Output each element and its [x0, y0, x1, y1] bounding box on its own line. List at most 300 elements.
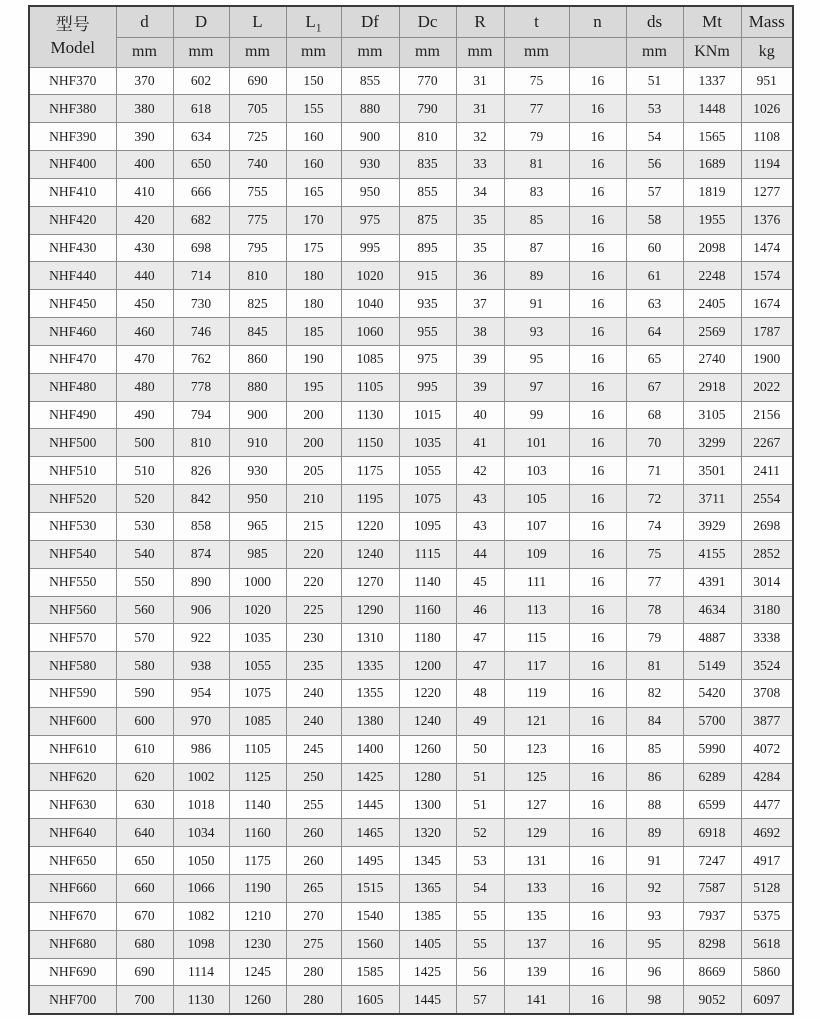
cell-mt: 7587 [683, 874, 741, 902]
cell-ds: 91 [626, 847, 683, 875]
cell-r: 55 [456, 930, 504, 958]
cell-t: 123 [504, 735, 569, 763]
col-unit-mass: kg [741, 37, 793, 67]
cell-dc: 1240 [399, 707, 456, 735]
cell-df: 1270 [341, 568, 399, 596]
cell-r: 43 [456, 513, 504, 541]
cell-d: 858 [173, 513, 229, 541]
cell-ds: 63 [626, 290, 683, 318]
cell-model: NHF700 [29, 986, 116, 1014]
col-unit-n [569, 37, 626, 67]
cell-n: 16 [569, 735, 626, 763]
cell-model: NHF510 [29, 457, 116, 485]
cell-d: 500 [116, 429, 173, 457]
table-row [29, 735, 793, 763]
cell-l1: 190 [286, 345, 341, 373]
cell-d: 650 [173, 151, 229, 179]
cell-df: 1150 [341, 429, 399, 457]
cell-mt: 3501 [683, 457, 741, 485]
cell-r: 49 [456, 707, 504, 735]
cell-df: 1400 [341, 735, 399, 763]
table-row [29, 95, 793, 123]
cell-d: 380 [116, 95, 173, 123]
cell-d: 842 [173, 485, 229, 513]
cell-r: 56 [456, 958, 504, 986]
table-row [29, 318, 793, 346]
col-unit-l: mm [229, 37, 286, 67]
cell-mass: 5860 [741, 958, 793, 986]
cell-ds: 65 [626, 345, 683, 373]
cell-dc: 1425 [399, 958, 456, 986]
cell-d: 746 [173, 318, 229, 346]
cell-d: 650 [116, 847, 173, 875]
cell-d: 400 [116, 151, 173, 179]
table-row [29, 902, 793, 930]
cell-ds: 96 [626, 958, 683, 986]
cell-n: 16 [569, 318, 626, 346]
cell-l: 690 [229, 67, 286, 95]
cell-t: 119 [504, 680, 569, 708]
cell-d: 1018 [173, 791, 229, 819]
cell-l1: 170 [286, 206, 341, 234]
cell-l: 1000 [229, 568, 286, 596]
cell-l: 1035 [229, 624, 286, 652]
cell-l1: 160 [286, 123, 341, 151]
cell-df: 1560 [341, 930, 399, 958]
cell-model: NHF460 [29, 318, 116, 346]
cell-d: 420 [116, 206, 173, 234]
cell-l: 810 [229, 262, 286, 290]
cell-ds: 98 [626, 986, 683, 1014]
cell-d: 540 [116, 540, 173, 568]
cell-dc: 1220 [399, 680, 456, 708]
cell-mt: 3711 [683, 485, 741, 513]
cell-l: 1055 [229, 652, 286, 680]
col-unit-d: mm [173, 37, 229, 67]
cell-ds: 60 [626, 234, 683, 262]
cell-l: 1175 [229, 847, 286, 875]
cell-ds: 53 [626, 95, 683, 123]
cell-r: 57 [456, 986, 504, 1014]
cell-t: 97 [504, 373, 569, 401]
cell-df: 1540 [341, 902, 399, 930]
cell-l: 985 [229, 540, 286, 568]
cell-l: 1140 [229, 791, 286, 819]
cell-r: 47 [456, 624, 504, 652]
cell-df: 1585 [341, 958, 399, 986]
col-header-n: n [569, 6, 626, 37]
col-unit-d: mm [116, 37, 173, 67]
cell-l1: 175 [286, 234, 341, 262]
cell-ds: 58 [626, 206, 683, 234]
cell-l: 705 [229, 95, 286, 123]
cell-d: 906 [173, 596, 229, 624]
cell-r: 41 [456, 429, 504, 457]
table-row [29, 874, 793, 902]
cell-l: 1210 [229, 902, 286, 930]
cell-model: NHF430 [29, 234, 116, 262]
cell-d: 620 [116, 763, 173, 791]
cell-model: NHF370 [29, 67, 116, 95]
cell-r: 43 [456, 485, 504, 513]
cell-t: 91 [504, 290, 569, 318]
cell-l: 900 [229, 401, 286, 429]
cell-l1: 245 [286, 735, 341, 763]
cell-l: 775 [229, 206, 286, 234]
cell-mass: 2411 [741, 457, 793, 485]
cell-df: 1020 [341, 262, 399, 290]
cell-n: 16 [569, 67, 626, 95]
cell-model: NHF660 [29, 874, 116, 902]
cell-l1: 260 [286, 847, 341, 875]
cell-model: NHF480 [29, 373, 116, 401]
cell-mt: 9052 [683, 986, 741, 1014]
cell-mt: 1955 [683, 206, 741, 234]
table-row [29, 986, 793, 1014]
cell-dc: 1365 [399, 874, 456, 902]
table-row [29, 652, 793, 680]
cell-l: 1105 [229, 735, 286, 763]
cell-model: NHF390 [29, 123, 116, 151]
cell-mt: 2918 [683, 373, 741, 401]
col-header-df: Df [341, 6, 399, 37]
cell-mt: 7937 [683, 902, 741, 930]
cell-mass: 1674 [741, 290, 793, 318]
cell-r: 51 [456, 763, 504, 791]
cell-t: 83 [504, 178, 569, 206]
cell-l: 965 [229, 513, 286, 541]
cell-df: 1605 [341, 986, 399, 1014]
cell-t: 105 [504, 485, 569, 513]
table-row [29, 457, 793, 485]
cell-d: 470 [116, 345, 173, 373]
cell-df: 880 [341, 95, 399, 123]
cell-df: 900 [341, 123, 399, 151]
cell-df: 1310 [341, 624, 399, 652]
cell-d: 580 [116, 652, 173, 680]
cell-ds: 57 [626, 178, 683, 206]
cell-l: 880 [229, 373, 286, 401]
cell-t: 125 [504, 763, 569, 791]
cell-d: 634 [173, 123, 229, 151]
cell-l: 1020 [229, 596, 286, 624]
cell-t: 109 [504, 540, 569, 568]
table-row [29, 707, 793, 735]
cell-df: 1425 [341, 763, 399, 791]
cell-n: 16 [569, 206, 626, 234]
cell-df: 1335 [341, 652, 399, 680]
cell-model: NHF520 [29, 485, 116, 513]
cell-r: 31 [456, 67, 504, 95]
cell-model: NHF450 [29, 290, 116, 318]
cell-d: 440 [116, 262, 173, 290]
cell-model: NHF560 [29, 596, 116, 624]
cell-t: 113 [504, 596, 569, 624]
col-header-r: R [456, 6, 504, 37]
cell-ds: 70 [626, 429, 683, 457]
cell-mass: 4477 [741, 791, 793, 819]
cell-n: 16 [569, 95, 626, 123]
cell-l1: 215 [286, 513, 341, 541]
cell-l1: 155 [286, 95, 341, 123]
cell-d: 874 [173, 540, 229, 568]
cell-df: 995 [341, 234, 399, 262]
col-unit-mt: KNm [683, 37, 741, 67]
cell-n: 16 [569, 874, 626, 902]
cell-t: 93 [504, 318, 569, 346]
cell-t: 89 [504, 262, 569, 290]
cell-r: 35 [456, 234, 504, 262]
cell-l1: 240 [286, 680, 341, 708]
cell-r: 39 [456, 373, 504, 401]
cell-df: 1220 [341, 513, 399, 541]
cell-df: 1445 [341, 791, 399, 819]
cell-r: 34 [456, 178, 504, 206]
cell-r: 37 [456, 290, 504, 318]
cell-ds: 68 [626, 401, 683, 429]
cell-l: 1075 [229, 680, 286, 708]
cell-df: 1175 [341, 457, 399, 485]
cell-mt: 3299 [683, 429, 741, 457]
cell-d: 1050 [173, 847, 229, 875]
cell-n: 16 [569, 596, 626, 624]
cell-n: 16 [569, 123, 626, 151]
cell-d: 480 [116, 373, 173, 401]
cell-ds: 78 [626, 596, 683, 624]
cell-t: 75 [504, 67, 569, 95]
cell-d: 810 [173, 429, 229, 457]
col-unit-r: mm [456, 37, 504, 67]
cell-dc: 1095 [399, 513, 456, 541]
cell-l: 910 [229, 429, 286, 457]
cell-mass: 5128 [741, 874, 793, 902]
cell-dc: 835 [399, 151, 456, 179]
cell-dc: 790 [399, 95, 456, 123]
cell-dc: 855 [399, 178, 456, 206]
cell-model: NHF500 [29, 429, 116, 457]
cell-r: 35 [456, 206, 504, 234]
cell-dc: 1260 [399, 735, 456, 763]
header-label-row [29, 6, 793, 37]
table-row [29, 151, 793, 179]
table-row [29, 819, 793, 847]
cell-mass: 951 [741, 67, 793, 95]
cell-l1: 180 [286, 290, 341, 318]
cell-l: 1260 [229, 986, 286, 1014]
cell-ds: 54 [626, 123, 683, 151]
cell-dc: 1345 [399, 847, 456, 875]
cell-mass: 3877 [741, 707, 793, 735]
cell-ds: 93 [626, 902, 683, 930]
cell-n: 16 [569, 373, 626, 401]
cell-t: 77 [504, 95, 569, 123]
cell-n: 16 [569, 930, 626, 958]
cell-d: 450 [116, 290, 173, 318]
header-model-cn: 型号 [55, 14, 90, 34]
cell-t: 133 [504, 874, 569, 902]
cell-model: NHF440 [29, 262, 116, 290]
cell-n: 16 [569, 958, 626, 986]
col-unit-df: mm [341, 37, 399, 67]
cell-l1: 195 [286, 373, 341, 401]
cell-d: 520 [116, 485, 173, 513]
cell-l1: 210 [286, 485, 341, 513]
cell-model: NHF630 [29, 791, 116, 819]
cell-model: NHF530 [29, 513, 116, 541]
cell-mt: 2098 [683, 234, 741, 262]
cell-l: 740 [229, 151, 286, 179]
col-header-dc: Dc [399, 6, 456, 37]
cell-df: 1085 [341, 345, 399, 373]
cell-t: 101 [504, 429, 569, 457]
table-row [29, 178, 793, 206]
cell-l1: 220 [286, 568, 341, 596]
cell-dc: 1115 [399, 540, 456, 568]
cell-mt: 8298 [683, 930, 741, 958]
cell-dc: 1445 [399, 986, 456, 1014]
cell-mass: 2698 [741, 513, 793, 541]
cell-df: 1105 [341, 373, 399, 401]
cell-l: 1245 [229, 958, 286, 986]
cell-dc: 995 [399, 373, 456, 401]
cell-l1: 275 [286, 930, 341, 958]
col-header-d: D [173, 6, 229, 37]
cell-n: 16 [569, 290, 626, 318]
cell-l: 725 [229, 123, 286, 151]
cell-r: 36 [456, 262, 504, 290]
cell-l1: 205 [286, 457, 341, 485]
cell-dc: 1320 [399, 819, 456, 847]
cell-dc: 915 [399, 262, 456, 290]
cell-d: 490 [116, 401, 173, 429]
cell-mt: 1337 [683, 67, 741, 95]
table-row [29, 429, 793, 457]
cell-mass: 3014 [741, 568, 793, 596]
cell-d: 618 [173, 95, 229, 123]
cell-n: 16 [569, 652, 626, 680]
cell-r: 42 [456, 457, 504, 485]
cell-d: 610 [116, 735, 173, 763]
table-row [29, 930, 793, 958]
cell-mass: 1900 [741, 345, 793, 373]
cell-d: 602 [173, 67, 229, 95]
cell-mass: 4917 [741, 847, 793, 875]
cell-ds: 75 [626, 540, 683, 568]
cell-l: 755 [229, 178, 286, 206]
cell-mass: 6097 [741, 986, 793, 1014]
cell-ds: 82 [626, 680, 683, 708]
cell-model: NHF550 [29, 568, 116, 596]
cell-model: NHF650 [29, 847, 116, 875]
cell-d: 778 [173, 373, 229, 401]
cell-d: 666 [173, 178, 229, 206]
table-row [29, 513, 793, 541]
col-unit-l1: mm [286, 37, 341, 67]
col-header-d: d [116, 6, 173, 37]
cell-l1: 160 [286, 151, 341, 179]
table-row [29, 958, 793, 986]
cell-dc: 975 [399, 345, 456, 373]
cell-n: 16 [569, 568, 626, 596]
cell-l1: 280 [286, 958, 341, 986]
cell-df: 1515 [341, 874, 399, 902]
cell-d: 410 [116, 178, 173, 206]
cell-l1: 265 [286, 874, 341, 902]
cell-ds: 64 [626, 318, 683, 346]
table-header [29, 6, 793, 67]
cell-model: NHF580 [29, 652, 116, 680]
cell-mt: 5149 [683, 652, 741, 680]
cell-mass: 3180 [741, 596, 793, 624]
cell-l: 860 [229, 345, 286, 373]
header-model [29, 6, 116, 67]
cell-model: NHF640 [29, 819, 116, 847]
cell-mt: 7247 [683, 847, 741, 875]
cell-d: 550 [116, 568, 173, 596]
cell-r: 38 [456, 318, 504, 346]
cell-d: 698 [173, 234, 229, 262]
table-row [29, 262, 793, 290]
table-body [29, 67, 793, 1014]
cell-df: 930 [341, 151, 399, 179]
cell-l: 1190 [229, 874, 286, 902]
table-row [29, 791, 793, 819]
cell-n: 16 [569, 262, 626, 290]
cell-d: 640 [116, 819, 173, 847]
cell-mass: 1026 [741, 95, 793, 123]
cell-d: 1082 [173, 902, 229, 930]
cell-d: 390 [116, 123, 173, 151]
cell-r: 53 [456, 847, 504, 875]
cell-n: 16 [569, 151, 626, 179]
cell-t: 107 [504, 513, 569, 541]
cell-mass: 2554 [741, 485, 793, 513]
cell-t: 87 [504, 234, 569, 262]
cell-n: 16 [569, 429, 626, 457]
cell-mass: 1376 [741, 206, 793, 234]
table-row [29, 568, 793, 596]
table-row [29, 345, 793, 373]
cell-d: 1066 [173, 874, 229, 902]
cell-d: 690 [116, 958, 173, 986]
cell-n: 16 [569, 624, 626, 652]
cell-mass: 2022 [741, 373, 793, 401]
cell-d: 1130 [173, 986, 229, 1014]
cell-l1: 250 [286, 763, 341, 791]
cell-mt: 4634 [683, 596, 741, 624]
cell-df: 855 [341, 67, 399, 95]
table-row [29, 624, 793, 652]
cell-mass: 5375 [741, 902, 793, 930]
cell-dc: 770 [399, 67, 456, 95]
cell-t: 115 [504, 624, 569, 652]
cell-l: 1230 [229, 930, 286, 958]
cell-mt: 2740 [683, 345, 741, 373]
cell-mt: 1819 [683, 178, 741, 206]
cell-r: 45 [456, 568, 504, 596]
cell-mass: 1277 [741, 178, 793, 206]
table-row [29, 540, 793, 568]
cell-t: 121 [504, 707, 569, 735]
cell-d: 970 [173, 707, 229, 735]
cell-ds: 92 [626, 874, 683, 902]
cell-ds: 84 [626, 707, 683, 735]
cell-df: 1465 [341, 819, 399, 847]
col-unit-ds: mm [626, 37, 683, 67]
cell-ds: 56 [626, 151, 683, 179]
col-unit-t: mm [504, 37, 569, 67]
cell-n: 16 [569, 513, 626, 541]
